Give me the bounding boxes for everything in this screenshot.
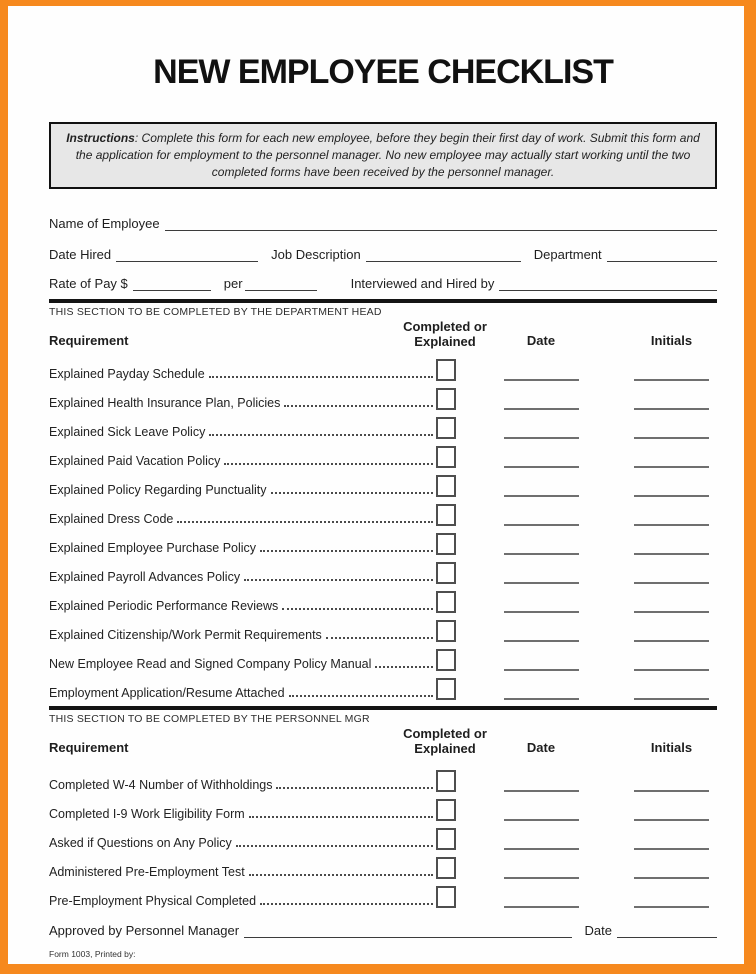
per-line[interactable]	[245, 277, 317, 291]
date-fill-line[interactable]	[504, 521, 579, 526]
date-fill-line[interactable]	[504, 463, 579, 468]
completed-or-explained-header	[403, 319, 487, 349]
date-hired-label: Date Hired	[49, 247, 112, 262]
requirement-label: Explained Periodic Performance Reviews	[49, 599, 279, 613]
table-header-row	[49, 318, 717, 348]
completed-checkbox[interactable]	[436, 678, 456, 700]
requirement-label: Explained Dress Code	[49, 512, 174, 526]
checklist-row	[49, 613, 717, 642]
dotted-leader	[260, 550, 433, 552]
checklist-row	[49, 468, 717, 497]
date-fill-line[interactable]	[504, 845, 579, 850]
checklist-row	[49, 410, 717, 439]
date-fill-line[interactable]	[504, 608, 579, 613]
hire-details-row	[49, 244, 717, 262]
dotted-leader	[375, 666, 433, 668]
date-fill-line[interactable]	[504, 816, 579, 821]
date-fill-line[interactable]	[504, 376, 579, 381]
requirement-label: Explained Payroll Advances Policy	[49, 570, 241, 584]
dotted-leader	[249, 816, 433, 818]
dotted-leader	[209, 434, 433, 436]
completed-or-explained-header	[403, 726, 487, 756]
checklist-row	[49, 439, 717, 468]
per-label: per	[223, 276, 243, 291]
completed-checkbox[interactable]	[436, 504, 456, 526]
initials-fill-line[interactable]	[634, 579, 709, 584]
completed-checkbox[interactable]	[436, 359, 456, 381]
completed-checkbox[interactable]	[436, 388, 456, 410]
completed-checkbox[interactable]	[436, 828, 456, 850]
initials-fill-line[interactable]	[634, 695, 709, 700]
approved-by-line[interactable]	[244, 924, 571, 938]
requirement-label: Pre-Employment Physical Completed	[49, 894, 257, 908]
form-page	[8, 6, 744, 964]
completed-checkbox[interactable]	[436, 591, 456, 613]
date-fill-line[interactable]	[504, 787, 579, 792]
completed-checkbox[interactable]	[436, 562, 456, 584]
approved-by-label: Approved by Personnel Manager	[49, 923, 240, 938]
checklist-row	[49, 497, 717, 526]
thick-divider	[49, 299, 717, 303]
instructions-label: Instructions	[66, 131, 135, 145]
dotted-leader	[209, 376, 433, 378]
instructions-box	[49, 122, 717, 189]
date-fill-line[interactable]	[504, 492, 579, 497]
instructions-text: : Complete this form for each new employee, before they begin their first day of work. Submit this form and the application for employment to the personnel manager. No new employee may actually start working until the two completed forms have been received by the personnel manager.	[75, 131, 700, 179]
rate-of-pay-line[interactable]	[133, 277, 211, 291]
department-line[interactable]	[607, 248, 717, 262]
checklist-row	[49, 584, 717, 613]
dotted-leader	[224, 463, 433, 465]
checklist-row	[49, 381, 717, 410]
dotted-leader	[271, 492, 434, 494]
initials-fill-line[interactable]	[634, 787, 709, 792]
initials-fill-line[interactable]	[634, 608, 709, 613]
dotted-leader	[326, 637, 433, 639]
requirement-label: Administered Pre-Employment Test	[49, 865, 245, 879]
completed-checkbox[interactable]	[436, 886, 456, 908]
date-fill-line[interactable]	[504, 405, 579, 410]
dotted-leader	[289, 695, 433, 697]
checklist-row	[49, 792, 717, 821]
initials-fill-line[interactable]	[634, 492, 709, 497]
date-fill-line[interactable]	[504, 903, 579, 908]
date-fill-line[interactable]	[504, 550, 579, 555]
initials-header: Initials	[650, 740, 693, 755]
thick-divider	[49, 706, 717, 710]
initials-fill-line[interactable]	[634, 550, 709, 555]
initials-header: Initials	[650, 333, 693, 348]
checklist-row	[49, 879, 717, 908]
section-1-rows	[49, 352, 717, 700]
name-of-employee-label: Name of Employee	[49, 216, 160, 231]
checklist-row	[49, 642, 717, 671]
section-2-heading: THIS SECTION TO BE COMPLETED BY THE PERSONNEL MGR	[49, 713, 370, 725]
initials-fill-line[interactable]	[634, 666, 709, 671]
employee-name-row	[49, 213, 717, 231]
department-label: Department	[533, 247, 602, 262]
approval-date-line[interactable]	[617, 924, 717, 938]
form-title: NEW EMPLOYEE CHECKLIST	[153, 53, 613, 91]
form-number-footer: Form 1003, Printed by:	[49, 949, 136, 959]
requirement-label: Explained Health Insurance Plan, Policies	[49, 396, 281, 410]
dotted-leader	[236, 845, 433, 847]
date-fill-line[interactable]	[504, 637, 579, 642]
initials-fill-line[interactable]	[634, 874, 709, 879]
date-fill-line[interactable]	[504, 666, 579, 671]
initials-fill-line[interactable]	[634, 816, 709, 821]
requirement-label: Completed W-4 Number of Withholdings	[49, 778, 273, 792]
date-hired-line[interactable]	[116, 248, 258, 262]
initials-fill-line[interactable]	[634, 376, 709, 381]
requirement-label: Explained Sick Leave Policy	[49, 425, 206, 439]
completed-checkbox[interactable]	[436, 857, 456, 879]
checklist-row	[49, 821, 717, 850]
dotted-leader	[177, 521, 433, 523]
initials-fill-line[interactable]	[634, 521, 709, 526]
rate-of-pay-label: Rate of Pay $	[49, 276, 128, 291]
completed-checkbox[interactable]	[436, 770, 456, 792]
completed-header-line1: Completed or	[403, 726, 487, 741]
section-2-rows	[49, 763, 717, 908]
date-fill-line[interactable]	[504, 579, 579, 584]
requirement-label: Explained Citizenship/Work Permit Requirements	[49, 628, 322, 642]
name-of-employee-line[interactable]	[165, 217, 717, 231]
requirement-header: Requirement	[49, 333, 129, 348]
requirement-label: Asked if Questions on Any Policy	[49, 836, 232, 850]
dotted-leader	[249, 874, 433, 876]
requirement-label: Explained Paid Vacation Policy	[49, 454, 221, 468]
approval-date-label: Date	[584, 923, 612, 938]
date-header: Date	[526, 333, 556, 348]
requirement-label: Explained Employee Purchase Policy	[49, 541, 257, 555]
dotted-leader	[284, 405, 433, 407]
initials-fill-line[interactable]	[634, 405, 709, 410]
requirement-label: New Employee Read and Signed Company Policy Manual	[49, 657, 372, 671]
interviewed-label: Interviewed and Hired by	[350, 276, 495, 291]
completed-checkbox[interactable]	[436, 533, 456, 555]
requirement-label: Completed I-9 Work Eligibility Form	[49, 807, 245, 821]
completed-header-line2: Explained	[414, 741, 476, 756]
completed-checkbox[interactable]	[436, 799, 456, 821]
checklist-row	[49, 763, 717, 792]
approval-row	[49, 920, 717, 938]
requirement-label: Explained Payday Schedule	[49, 367, 205, 381]
dotted-leader	[276, 787, 433, 789]
completed-header-line2: Explained	[414, 334, 476, 349]
checklist-row	[49, 850, 717, 879]
job-description-line[interactable]	[366, 248, 521, 262]
date-fill-line[interactable]	[504, 695, 579, 700]
table-header-row	[49, 725, 717, 755]
requirement-label: Explained Policy Regarding Punctuality	[49, 483, 267, 497]
checklist-row	[49, 352, 717, 381]
dotted-leader	[282, 608, 433, 610]
dotted-leader	[244, 579, 433, 581]
date-fill-line[interactable]	[504, 874, 579, 879]
checklist-row	[49, 555, 717, 584]
checklist-row	[49, 526, 717, 555]
completed-checkbox[interactable]	[436, 620, 456, 642]
checklist-row	[49, 671, 717, 700]
dotted-leader	[260, 903, 433, 905]
completed-header-line1: Completed or	[403, 319, 487, 334]
interviewed-line[interactable]	[499, 277, 717, 291]
initials-fill-line[interactable]	[634, 434, 709, 439]
completed-checkbox[interactable]	[436, 417, 456, 439]
initials-fill-line[interactable]	[634, 637, 709, 642]
section-1-heading: THIS SECTION TO BE COMPLETED BY THE DEPARTMENT HEAD	[49, 306, 382, 318]
initials-fill-line[interactable]	[634, 463, 709, 468]
initials-fill-line[interactable]	[634, 845, 709, 850]
requirement-header: Requirement	[49, 740, 129, 755]
job-description-label: Job Description	[271, 247, 361, 262]
initials-fill-line[interactable]	[634, 903, 709, 908]
completed-checkbox[interactable]	[436, 475, 456, 497]
date-header: Date	[526, 740, 556, 755]
requirement-label: Employment Application/Resume Attached	[49, 686, 285, 700]
completed-checkbox[interactable]	[436, 446, 456, 468]
date-fill-line[interactable]	[504, 434, 579, 439]
pay-details-row	[49, 273, 717, 291]
completed-checkbox[interactable]	[436, 649, 456, 671]
